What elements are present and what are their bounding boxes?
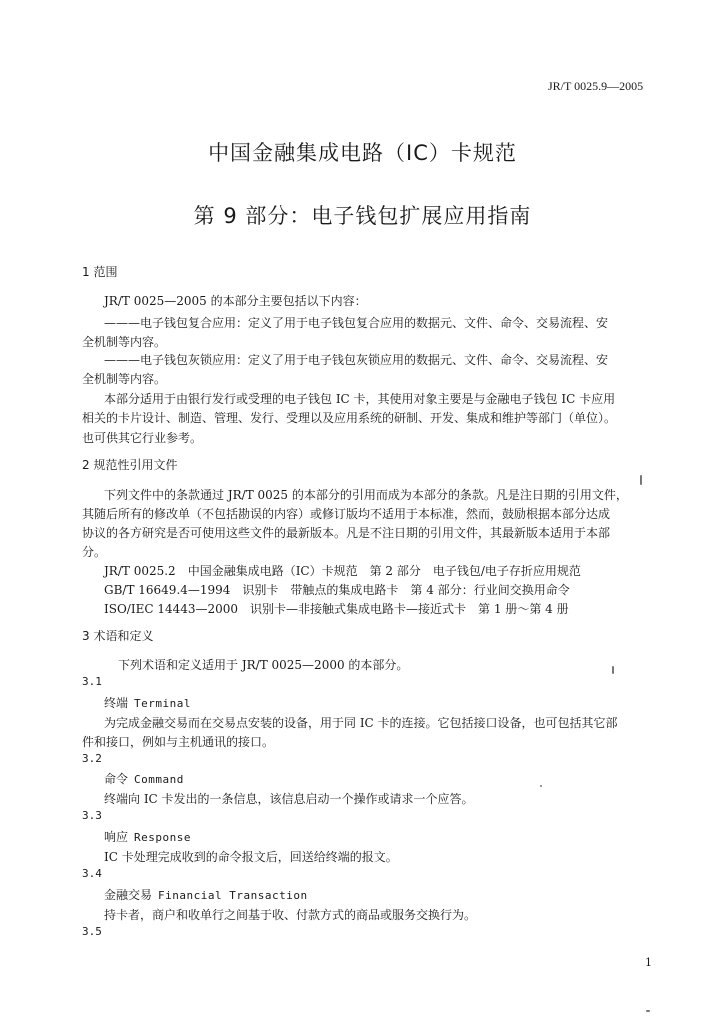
section-2-paragraph-line-1: 下列文件中的条款通过 JR/T 0025 的本部分的引用而成为本部分的条款。凡是注日期的引用文件， [104,488,628,502]
section-1-intro: JR/T 0025—2005 的本部分主要包括以下内容： [104,294,367,308]
term-number: 3.5 [82,925,102,938]
reference-item-2: GB/T 16649.4—1994 识别卡 带触点的集成电路卡 第 4 部分：行业间交换用命令 [104,583,570,597]
term-chinese: 响应 [104,830,129,844]
term-chinese: 命令 [104,772,129,786]
term-english: Response [134,831,191,844]
section-1-item-1-line-2: 全机制等内容。 [82,335,167,349]
scan-speck [612,666,614,674]
term-english: Financial Transaction [158,889,308,902]
term-number: 3.1 [82,675,102,688]
scan-speck [640,475,642,485]
document-title: 中国金融集成电路（IC）卡规范 [208,141,517,165]
section-3-intro: 下列术语和定义适用于 JR/T 0025—2000 的本部分。 [118,658,409,672]
term-number: 3.2 [82,752,102,765]
section-2-paragraph-line-3: 协议的各方研究是否可使用这些文件的最新版本。凡是不注日期的引用文件，其最新版本适用于本部 [82,526,611,540]
section-1-item-2-line-1: ———电子钱包灰锁应用：定义了用于电子钱包灰锁应用的数据元、文件、命令、交易流程、安 [104,353,609,367]
section-2-paragraph-line-2: 其随后所有的修改单（不包括勘误的内容）或修订版均不适用于本标准，然而，鼓励根据本部分达成 [82,507,611,521]
section-1-paragraph-line-3: 也可供其它行业参考。 [82,431,203,445]
scan-speck [646,1010,650,1012]
term-heading [104,770,184,787]
reference-item-1: JR/T 0025.2 中国金融集成电路（IC）卡规范 第 2 部分 电子钱包/电子存折应用规范 [104,564,581,578]
term-definition-line-1: 终端向 IC 卡发出的一条信息，该信息启动一个操作或请求一个应答。 [104,792,474,806]
document-subtitle: 第 9 部分：电子钱包扩展应用指南 [193,204,532,228]
term-english: Terminal [134,697,191,710]
term-number: 3.4 [82,867,102,880]
term-chinese: 金融交易 [104,888,153,902]
term-heading [104,886,308,903]
section-1-item-1-line-1: ———电子钱包复合应用：定义了用于电子钱包复合应用的数据元、文件、命令、交易流程、安 [104,316,609,330]
section-2-paragraph-line-4: 分。 [82,545,107,559]
document-number: JR/T 0025.9—2005 [548,79,644,93]
section-3-heading: 3 术语和定义 [82,629,154,643]
term-definition-line-2: 件和接口，例如与主机通讯的接口。 [82,735,275,749]
term-definition-line-1: IC 卡处理完成收到的命令报文后，回送给终端的报文。 [104,850,398,864]
reference-item-3: ISO/IEC 14443—2000 识别卡—非接触式集成电路卡—接近式卡 第 1 册～第 4 册 [104,602,569,616]
section-1-heading: 1 范围 [82,265,118,279]
term-chinese: 终端 [104,696,129,710]
term-definition-line-1: 为完成金融交易而在交易点安装的设备，用于同 IC 卡的连接。它包括接口设备，也可包括其它部 [104,716,618,730]
term-english: Command [134,773,184,786]
section-1-item-2-line-2: 全机制等内容。 [82,372,167,386]
term-number: 3.3 [82,809,102,822]
term-definition-line-1: 持卡者，商户和收单行之间基于收、付款方式的商品或服务交换行为。 [104,908,477,922]
term-heading [104,694,191,711]
page-number: 1 [645,956,652,969]
section-2-heading: 2 规范性引用文件 [82,458,178,472]
term-heading [104,828,191,845]
section-1-paragraph-line-2: 相关的卡片设计、制造、管理、发行、受理以及应用系统的研制、开发、集成和维护等部门（单位）。 [82,411,617,425]
section-1-paragraph-line-1: 本部分适用于由银行发行或受理的电子钱包 IC 卡，其使用对象主要是与金融电子钱包 IC 卡应用 [104,392,616,406]
scan-speck [540,785,542,787]
